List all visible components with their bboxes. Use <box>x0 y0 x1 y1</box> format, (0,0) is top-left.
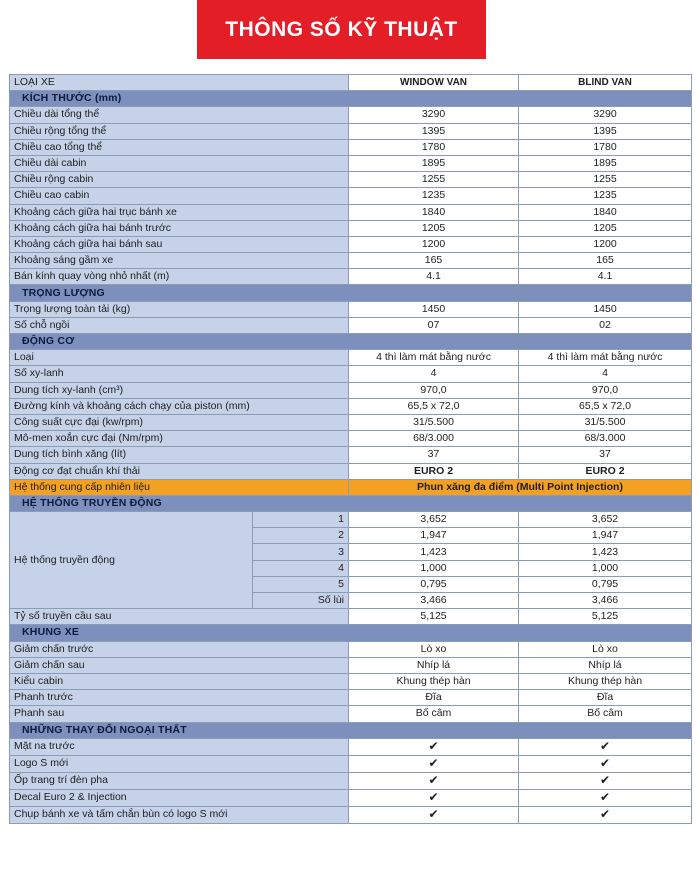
checkmark-glyph: ✔ <box>428 755 439 770</box>
gear-row <box>10 512 692 528</box>
checkmark-icon <box>519 755 692 772</box>
spec-label: Chụp bánh xe và tấm chắn bùn có logo S mới <box>10 806 349 823</box>
blind-van-value: 4.1 <box>519 269 692 285</box>
spec-label: Dung tích xy-lanh (cm³) <box>10 382 349 398</box>
checkmark-icon <box>519 738 692 755</box>
window-van-value: 0,795 <box>349 576 519 592</box>
window-van-header: WINDOW VAN <box>349 75 519 91</box>
checkmark-icon <box>349 806 519 823</box>
checkmark-glyph: ✔ <box>599 738 611 753</box>
blind-van-value: 3290 <box>519 107 692 123</box>
spec-label: Số chỗ ngồi <box>10 317 349 333</box>
checkmark-icon <box>519 806 692 823</box>
transmission-label: Hệ thống truyền động <box>10 512 253 609</box>
spec-row <box>10 690 692 706</box>
blind-van-value: 3,466 <box>519 593 692 609</box>
checkmark-glyph: ✔ <box>428 772 439 787</box>
spec-label: Mặt na trước <box>10 738 349 755</box>
spec-row <box>10 350 692 366</box>
checkmark-icon <box>349 772 519 789</box>
blind-van-value: 1,423 <box>519 544 692 560</box>
checkmark-icon <box>519 772 692 789</box>
blind-van-value: 3,652 <box>519 512 692 528</box>
gear-label: 3 <box>253 544 349 560</box>
final-drive-label: Tỷ số truyền cầu sau <box>10 609 349 625</box>
window-van-value: EURO 2 <box>349 463 519 479</box>
spec-label: Giảm chấn trước <box>10 641 349 657</box>
spec-label: Kiểu cabin <box>10 673 349 689</box>
blind-van-value: 1200 <box>519 236 692 252</box>
spec-label: Bán kính quay vòng nhỏ nhất (m) <box>10 269 349 285</box>
blind-van-value: 1,947 <box>519 528 692 544</box>
blind-van-value: Bố câm <box>519 706 692 722</box>
page-title: THÔNG SỐ KỸ THUẬT <box>197 0 486 59</box>
blind-van-value: 1450 <box>519 301 692 317</box>
section-transmission <box>10 495 692 511</box>
blind-van-value: 1840 <box>519 204 692 220</box>
spec-row <box>10 609 692 625</box>
spec-label: Chiều cao cabin <box>10 188 349 204</box>
checkmark-icon <box>349 789 519 806</box>
fuel-system-row <box>10 479 692 495</box>
gear-label: 4 <box>253 560 349 576</box>
spec-label: Loại <box>10 350 349 366</box>
spec-row <box>10 414 692 430</box>
spec-row <box>10 706 692 722</box>
blind-van-header: BLIND VAN <box>519 75 692 91</box>
blind-van-value: 1255 <box>519 172 692 188</box>
spec-row <box>10 447 692 463</box>
spec-label: Mô-men xoắn cực đại (Nm/rpm) <box>10 431 349 447</box>
blind-van-value: 1205 <box>519 220 692 236</box>
spec-row <box>10 382 692 398</box>
spec-label: Chiều cao tổng thể <box>10 139 349 155</box>
window-van-value: 5,125 <box>349 609 519 625</box>
spec-row <box>10 123 692 139</box>
blind-van-value: 02 <box>519 317 692 333</box>
section-title: KÍCH THƯỚC (mm) <box>10 91 692 107</box>
window-van-value: 1895 <box>349 155 519 171</box>
checkmark-icon <box>349 755 519 772</box>
window-van-value: 3,466 <box>349 593 519 609</box>
blind-van-value: Đĩa <box>519 690 692 706</box>
window-van-value: 1780 <box>349 139 519 155</box>
window-van-value: Nhíp lá <box>349 657 519 673</box>
spec-row <box>10 789 692 806</box>
blind-van-value: 970,0 <box>519 382 692 398</box>
spec-label: Khoảng cách giữa hai bánh sau <box>10 236 349 252</box>
section-weight <box>10 285 692 301</box>
blind-van-value: 68/3.000 <box>519 431 692 447</box>
checkmark-glyph: ✔ <box>428 806 439 821</box>
window-van-value: 1840 <box>349 204 519 220</box>
spec-row <box>10 755 692 772</box>
spec-row <box>10 188 692 204</box>
window-van-value: 37 <box>349 447 519 463</box>
checkmark-glyph: ✔ <box>599 772 611 787</box>
section-title: TRỌNG LƯỢNG <box>10 285 692 301</box>
window-van-value: 165 <box>349 253 519 269</box>
section-title: NHỮNG THAY ĐỔI NGOẠI THẤT <box>10 722 692 738</box>
spec-row <box>10 301 692 317</box>
spec-label: Khoảng cách giữa hai bánh trước <box>10 220 349 236</box>
spec-label: Chiều rộng tổng thể <box>10 123 349 139</box>
spec-row <box>10 155 692 171</box>
spec-label: Trọng lượng toàn tải (kg) <box>10 301 349 317</box>
spec-row <box>10 398 692 414</box>
spec-row <box>10 366 692 382</box>
checkmark-glyph: ✔ <box>599 789 611 804</box>
blind-van-value: 165 <box>519 253 692 269</box>
window-van-value: 1200 <box>349 236 519 252</box>
section-engine <box>10 334 692 350</box>
spec-row <box>10 269 692 285</box>
spec-label: Logo S mới <box>10 755 349 772</box>
window-van-value: 3290 <box>349 107 519 123</box>
fuel-system-value: Phun xăng đa điểm (Multi Point Injection) <box>349 479 692 495</box>
checkmark-glyph: ✔ <box>599 755 611 770</box>
spec-row <box>10 139 692 155</box>
blind-van-value: 1395 <box>519 123 692 139</box>
spec-row <box>10 236 692 252</box>
gear-label: 1 <box>253 512 349 528</box>
blind-van-value: 1780 <box>519 139 692 155</box>
blind-van-value: 31/5.500 <box>519 414 692 430</box>
window-van-value: 65,5 x 72,0 <box>349 398 519 414</box>
window-van-value: 1255 <box>349 172 519 188</box>
window-van-value: 1,947 <box>349 528 519 544</box>
window-van-value: 4 <box>349 366 519 382</box>
title-banner-area <box>0 0 700 74</box>
spec-row <box>10 253 692 269</box>
spec-label: Số xy-lanh <box>10 366 349 382</box>
spec-label: Công suất cực đại (kw/rpm) <box>10 414 349 430</box>
spec-row <box>10 220 692 236</box>
spec-label: Chiều rộng cabin <box>10 172 349 188</box>
spec-label: Ốp trang trí đèn pha <box>10 772 349 789</box>
spec-row <box>10 107 692 123</box>
spec-label: Khoảng cách giữa hai trục bánh xe <box>10 204 349 220</box>
spec-row <box>10 172 692 188</box>
spec-label: Phanh trước <box>10 690 349 706</box>
blind-van-value: 1,000 <box>519 560 692 576</box>
section-title: HỆ THỐNG TRUYỀN ĐỘNG <box>10 495 692 511</box>
section-title: KHUNG XE <box>10 625 692 641</box>
window-van-value: 1,000 <box>349 560 519 576</box>
spec-row <box>10 738 692 755</box>
column-header-row <box>10 75 692 91</box>
spec-row <box>10 806 692 823</box>
fuel-system-label: Hệ thống cung cấp nhiên liệu <box>10 479 349 495</box>
window-van-value: Khung thép hàn <box>349 673 519 689</box>
window-van-value: Bố câm <box>349 706 519 722</box>
blind-van-value: 4 <box>519 366 692 382</box>
window-van-value: 3,652 <box>349 512 519 528</box>
spec-row <box>10 772 692 789</box>
blind-van-value: Lò xo <box>519 641 692 657</box>
spec-label: Đường kính và khoảng cách chạy của piston (mm) <box>10 398 349 414</box>
vehicle-type-header: LOẠI XE <box>10 75 349 91</box>
window-van-value: 1205 <box>349 220 519 236</box>
spec-label: Chiều dài cabin <box>10 155 349 171</box>
blind-van-value: Khung thép hàn <box>519 673 692 689</box>
blind-van-value: 1895 <box>519 155 692 171</box>
window-van-value: 1,423 <box>349 544 519 560</box>
section-dimensions <box>10 91 692 107</box>
spec-label: Phanh sau <box>10 706 349 722</box>
spec-label: Decal Euro 2 & Injection <box>10 789 349 806</box>
gear-label: 2 <box>253 528 349 544</box>
window-van-value: 970,0 <box>349 382 519 398</box>
blind-van-value: 37 <box>519 447 692 463</box>
section-exterior <box>10 722 692 738</box>
spec-label: Động cơ đạt chuẩn khí thải <box>10 463 349 479</box>
blind-van-value: EURO 2 <box>519 463 692 479</box>
window-van-value: 1450 <box>349 301 519 317</box>
window-van-value: 1235 <box>349 188 519 204</box>
window-van-value: 4 thì làm mát bằng nước <box>349 350 519 366</box>
blind-van-value: 5,125 <box>519 609 692 625</box>
window-van-value: 68/3.000 <box>349 431 519 447</box>
gear-label: 5 <box>253 576 349 592</box>
spec-label: Khoảng sáng gầm xe <box>10 253 349 269</box>
spec-label: Giảm chấn sau <box>10 657 349 673</box>
spec-row <box>10 641 692 657</box>
window-van-value: 1395 <box>349 123 519 139</box>
spec-row <box>10 463 692 479</box>
spec-table-body <box>10 75 692 824</box>
spec-table <box>9 74 692 824</box>
spec-row <box>10 431 692 447</box>
checkmark-icon <box>519 789 692 806</box>
checkmark-icon <box>349 738 519 755</box>
window-van-value: 31/5.500 <box>349 414 519 430</box>
section-title: ĐỘNG CƠ <box>10 334 692 350</box>
spec-row <box>10 317 692 333</box>
spec-row <box>10 657 692 673</box>
spec-label: Chiều dài tổng thể <box>10 107 349 123</box>
blind-van-value: 4 thì làm mát bằng nước <box>519 350 692 366</box>
blind-van-value: 65,5 x 72,0 <box>519 398 692 414</box>
checkmark-glyph: ✔ <box>428 789 439 804</box>
blind-van-value: 1235 <box>519 188 692 204</box>
blind-van-value: Nhíp lá <box>519 657 692 673</box>
checkmark-glyph: ✔ <box>599 806 611 821</box>
blind-van-value: 0,795 <box>519 576 692 592</box>
window-van-value: 4.1 <box>349 269 519 285</box>
spec-label: Dung tích bình xăng (lít) <box>10 447 349 463</box>
section-chassis <box>10 625 692 641</box>
window-van-value: Lò xo <box>349 641 519 657</box>
spec-row <box>10 673 692 689</box>
gear-label: Số lùi <box>253 593 349 609</box>
spec-row <box>10 204 692 220</box>
window-van-value: 07 <box>349 317 519 333</box>
checkmark-glyph: ✔ <box>428 738 439 753</box>
window-van-value: Đĩa <box>349 690 519 706</box>
